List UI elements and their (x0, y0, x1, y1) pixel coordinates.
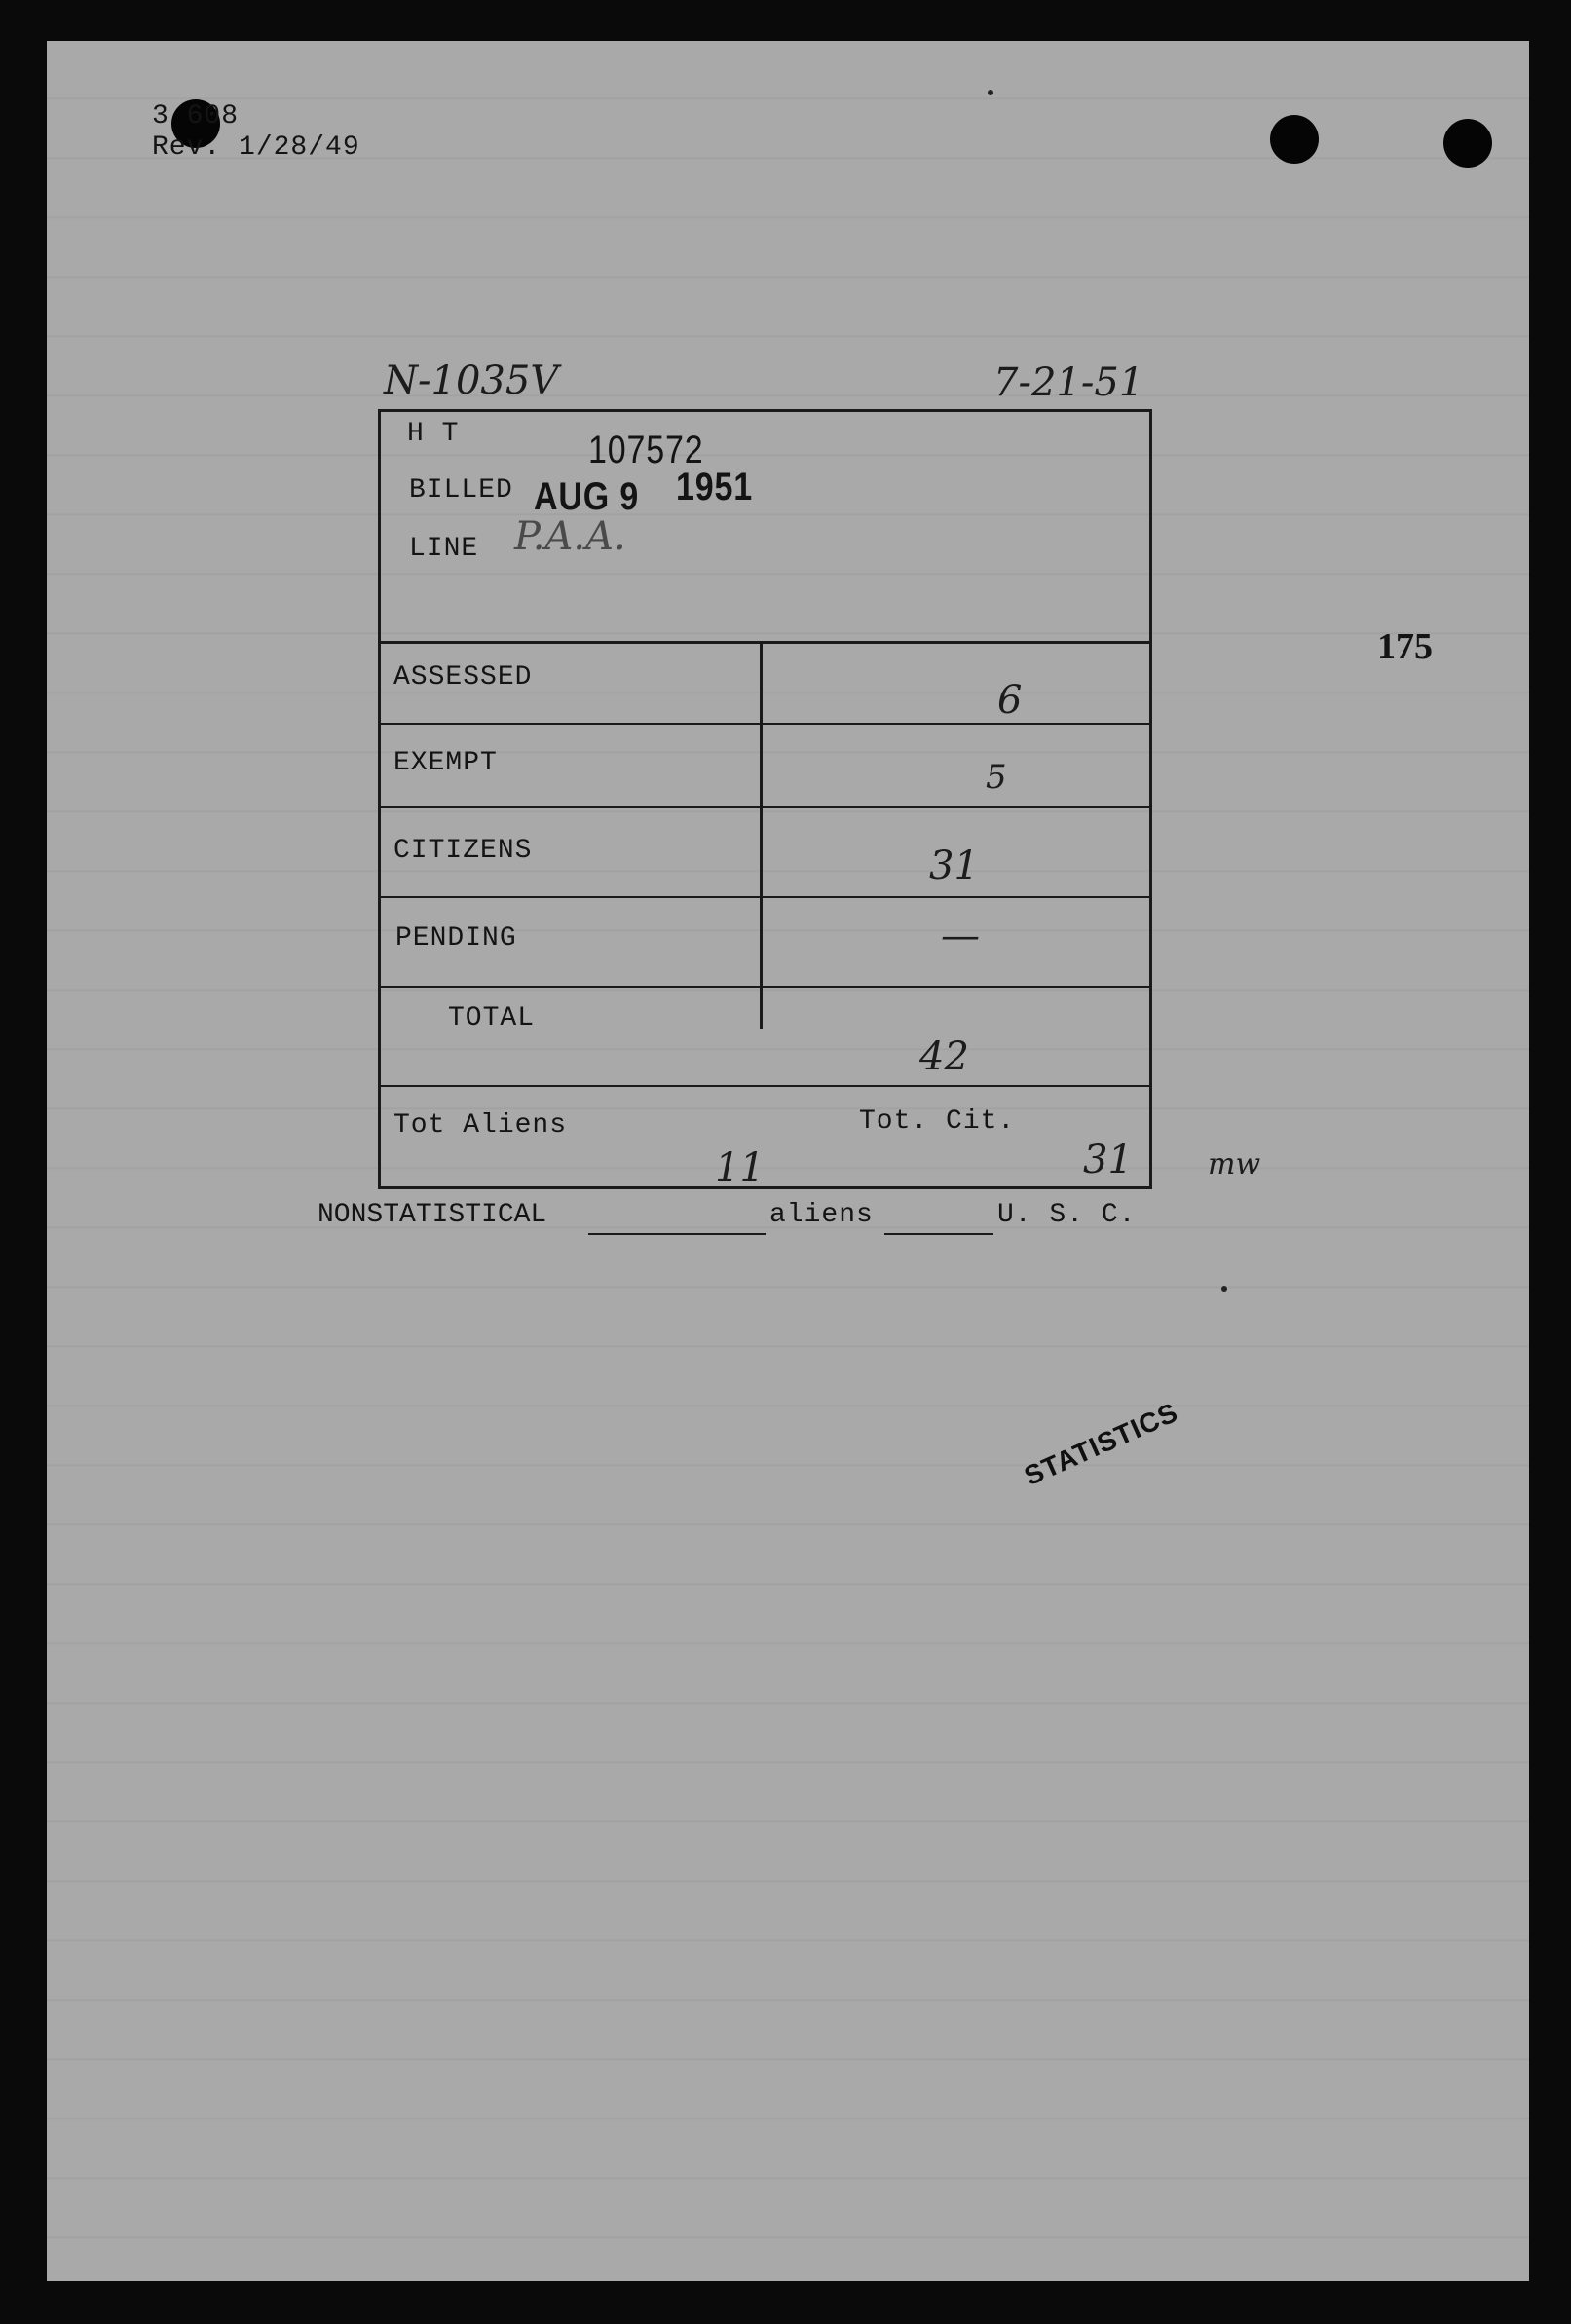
assessed-label: ASSESSED (393, 662, 533, 693)
aliens-label: aliens (769, 1200, 874, 1230)
handwritten-date: 7-21-51 (993, 360, 1144, 405)
row-divider (378, 986, 1152, 988)
line-value: P.A.A. (514, 514, 626, 559)
row-divider (378, 806, 1152, 808)
aliens-blank (884, 1233, 993, 1235)
nonstatistical-blank (588, 1233, 766, 1235)
row-divider (378, 1085, 1152, 1087)
tot-cit-label: Tot. Cit. (859, 1106, 1016, 1137)
billed-stamp-month: AUG 9 (534, 475, 640, 518)
line-label: LINE (409, 534, 479, 564)
citizens-value: 31 (929, 843, 979, 888)
row-divider (378, 896, 1152, 898)
speck (988, 90, 993, 95)
usc-label: U. S. C. (997, 1200, 1137, 1230)
column-divider (760, 641, 763, 1029)
speck (1221, 1286, 1227, 1292)
page-number: 175 (1377, 626, 1433, 667)
pending-label: PENDING (395, 923, 517, 954)
punch-hole (1270, 115, 1319, 164)
ht-number: 107572 (588, 429, 704, 471)
row-divider (378, 641, 1152, 644)
total-value: 42 (919, 1034, 969, 1079)
statistics-stamp: STATISTICS (1019, 1396, 1183, 1492)
tot-aliens-label: Tot Aliens (393, 1110, 568, 1141)
ht-label: H T (407, 419, 460, 449)
tot-aliens-value: 11 (715, 1145, 765, 1190)
assessed-value: 6 (997, 678, 1023, 723)
exempt-value: 5 (986, 758, 1007, 797)
billed-label: BILLED (409, 475, 513, 506)
citizens-label: CITIZENS (393, 836, 533, 866)
total-label: TOTAL (448, 1003, 536, 1033)
pending-value: — (941, 914, 980, 958)
handwritten-initials: mw (1208, 1147, 1261, 1181)
box-border-left (378, 409, 381, 1188)
form-revision: Rev. 1/28/49 (152, 132, 360, 163)
handwritten-file-number: N-1035V (384, 358, 559, 403)
box-border-right (1149, 409, 1152, 1188)
box-border-top (378, 409, 1152, 412)
form-number: 3 608 (152, 101, 240, 131)
box-border-bottom (378, 1186, 1152, 1189)
nonstatistical-label: NONSTATISTICAL (318, 1200, 547, 1230)
row-divider (378, 723, 1152, 725)
billed-stamp-year: 1951 (676, 466, 754, 508)
exempt-label: EXEMPT (393, 748, 498, 778)
punch-hole (1443, 119, 1492, 168)
document-sheet (47, 41, 1529, 2281)
tot-cit-value: 31 (1083, 1138, 1133, 1182)
